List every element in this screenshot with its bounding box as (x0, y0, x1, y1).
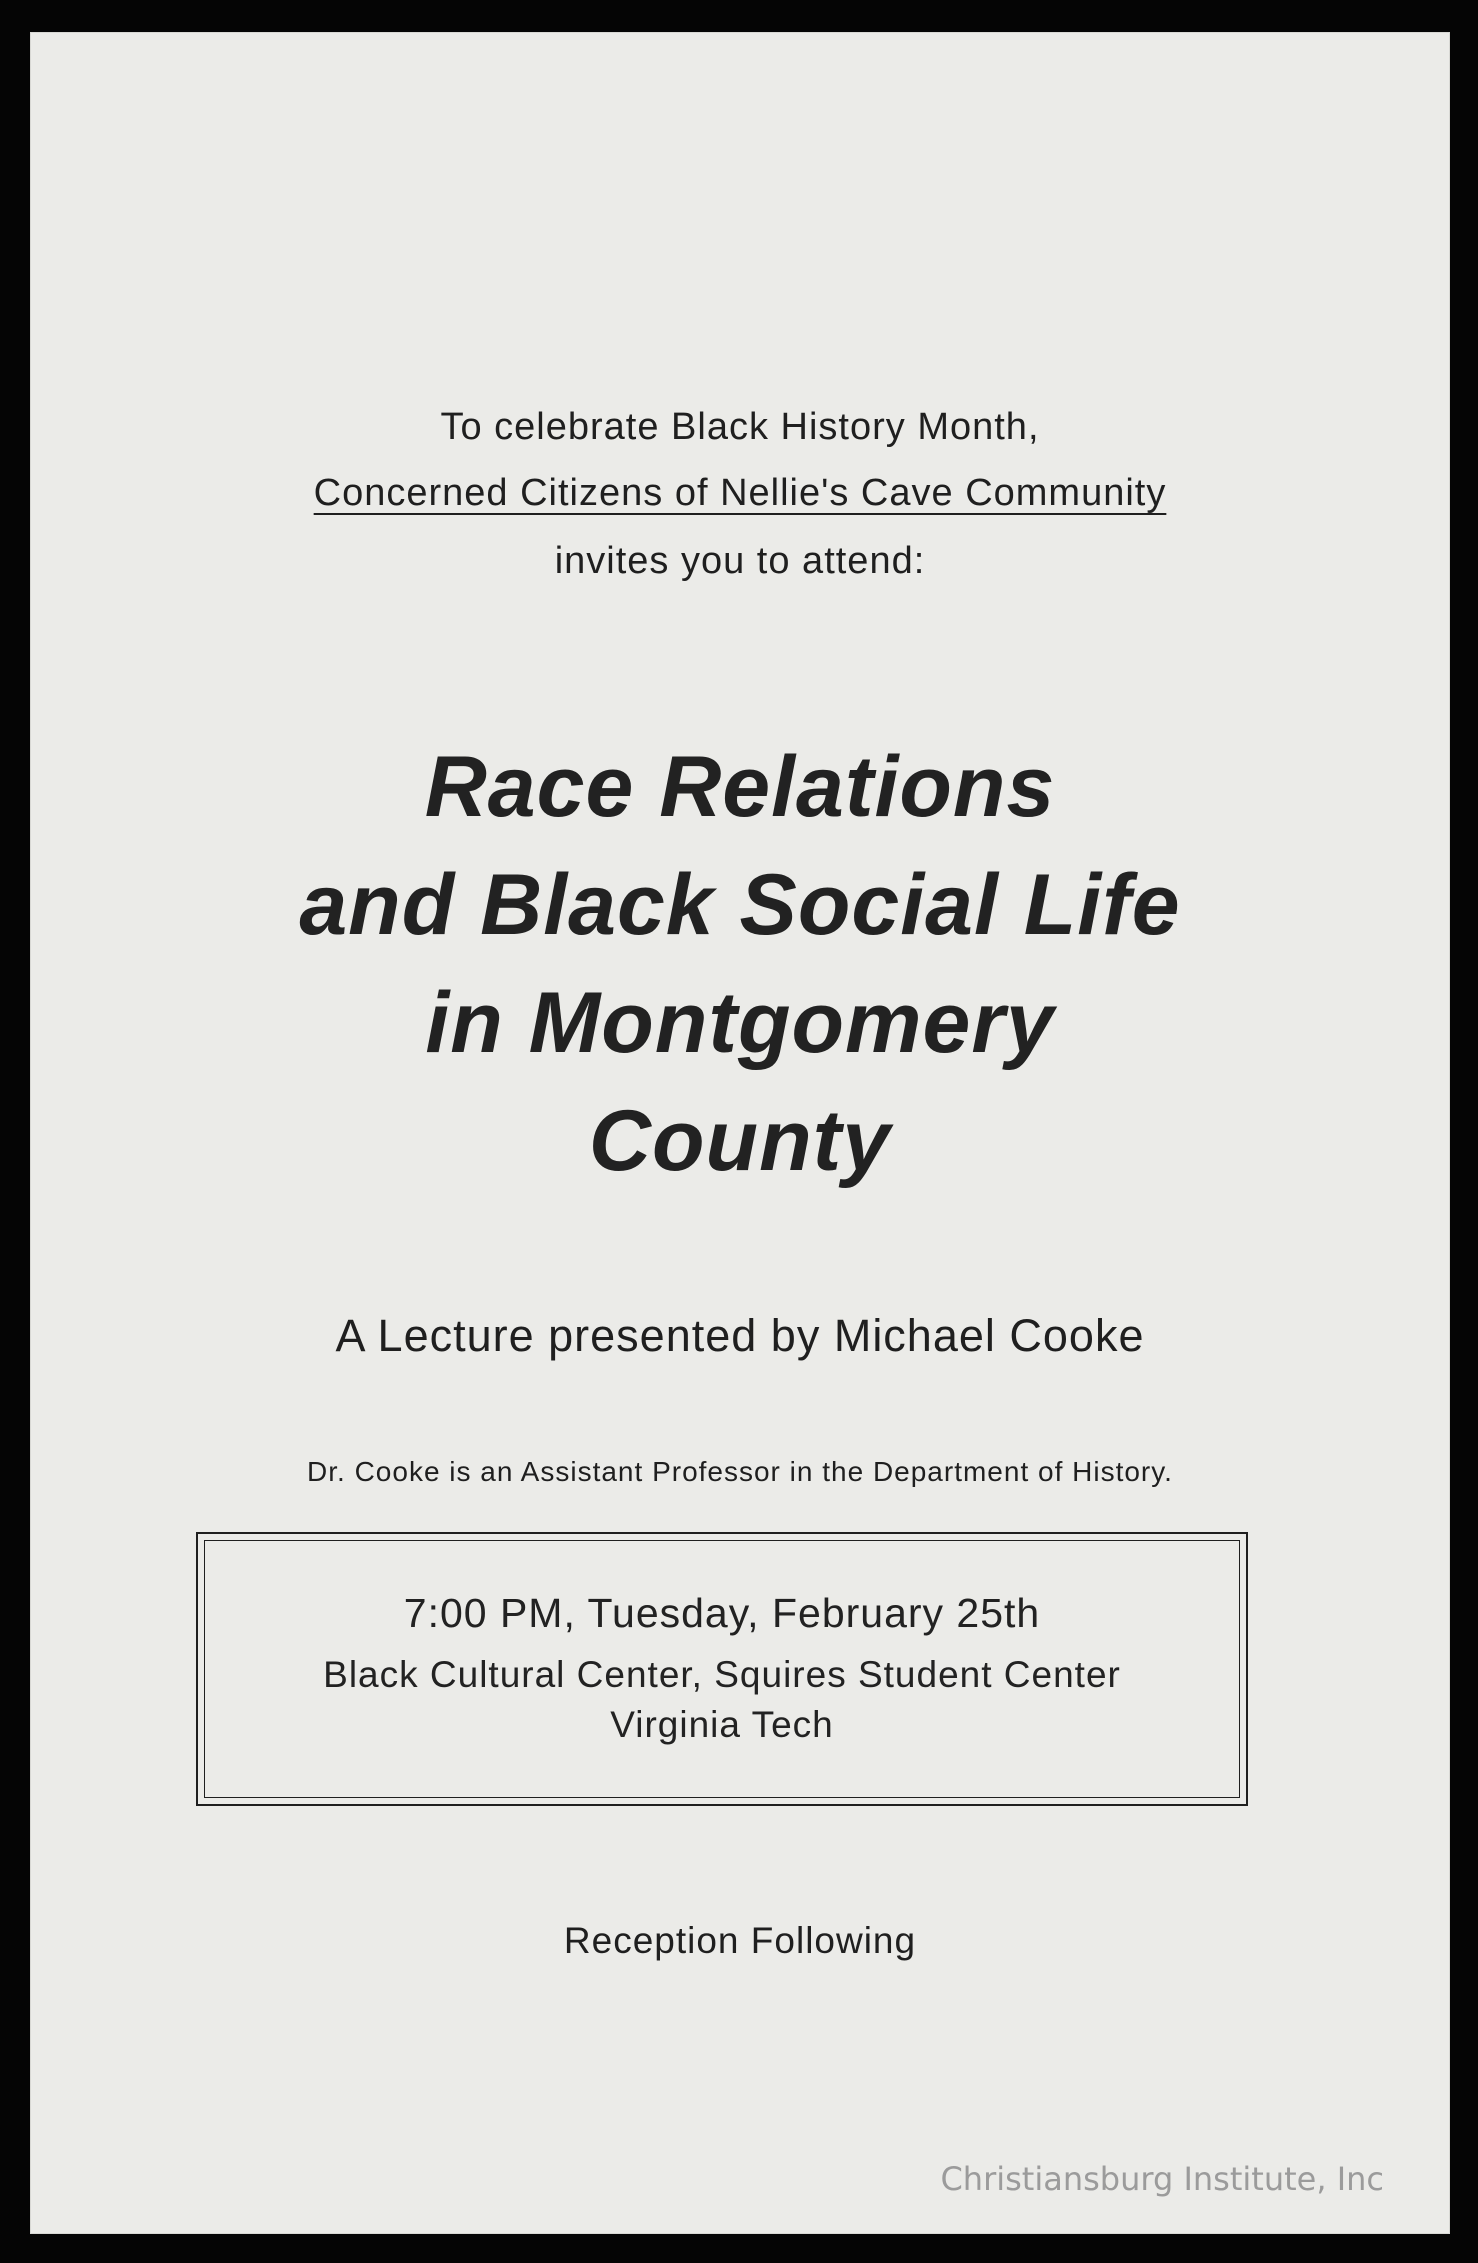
invitation-line: invites you to attend: (554, 540, 926, 582)
intro-line: To celebrate Black History Month, (440, 406, 1040, 448)
lecture-presenter: A Lecture presented by Michael Cooke (335, 1310, 1145, 1361)
organization-name-line (30, 472, 1450, 515)
organization-name: Concerned Citizens of Nellie's Cave Community (313, 472, 1167, 514)
reception-note: Reception Following (563, 1920, 917, 1961)
watermark-text: Christiansburg Institute, Inc (940, 2160, 1384, 2198)
title-line-2: and Black Social Life (299, 857, 1181, 953)
title-line-3: in Montgomery (425, 975, 1055, 1071)
event-datetime: 7:00 PM, Tuesday, February 25th (403, 1590, 1041, 1636)
presenter-bio: Dr. Cooke is an Assistant Professor in the Department of History. (307, 1456, 1173, 1487)
event-institution: Virginia Tech (610, 1704, 834, 1745)
event-location: Black Cultural Center, Squires Student Center (323, 1654, 1121, 1695)
title-line-4: County (588, 1093, 892, 1189)
event-details-box (196, 1532, 1248, 1806)
flyer-page (30, 32, 1450, 2234)
title-line-1: Race Relations (424, 739, 1056, 835)
